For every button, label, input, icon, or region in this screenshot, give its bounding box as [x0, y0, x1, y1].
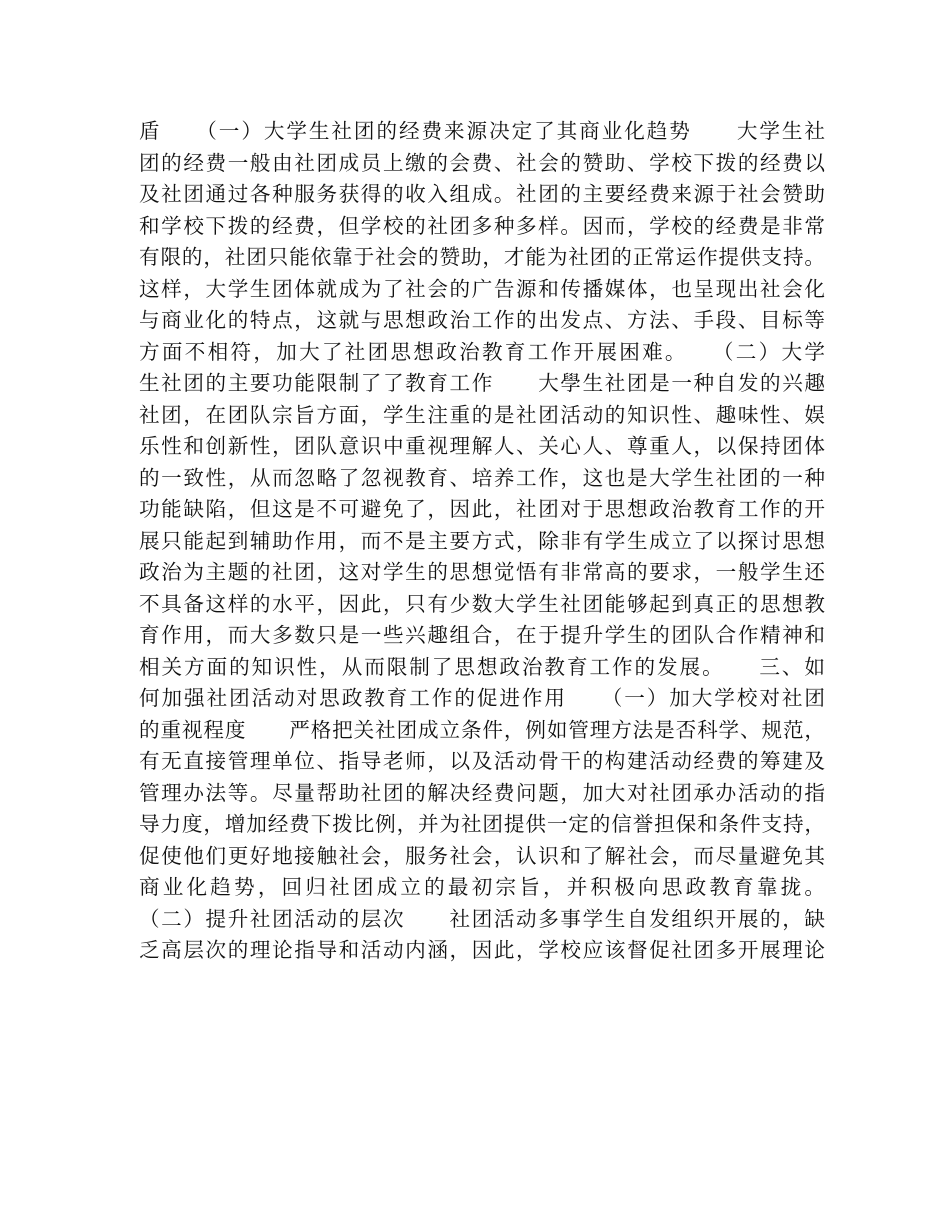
- text-line: 与商业化的特点，这就与思想政治工作的出发点、方法、手段、目标等: [139, 308, 825, 332]
- text-line: 功能缺陷，但这是不可避免了，因此，社团对于思想政治教育工作的开: [139, 497, 825, 521]
- text-line: 展只能起到辅助作用，而不是主要方式，除非有学生成立了以探讨思想: [139, 528, 825, 553]
- text-line: 盾 （一）大学生社团的经费来源决定了其商业化趋势 大学生社: [139, 119, 825, 143]
- text-line: 育作用，而大多数只是一些兴趣组合，在于提升学生的团队合作精神和: [139, 623, 825, 647]
- text-line: 政治为主题的社团，这对学生的思想觉悟有非常高的要求，一般学生还: [139, 560, 825, 584]
- text-line: 乐性和创新性，团队意识中重视理解人、关心人、尊重人，以保持团体: [139, 434, 825, 458]
- text-line: 及社团通过各种服务获得的收入组成。社团的主要经费来源于社会赞助: [139, 182, 825, 206]
- text-line: 何加强社团活动对思政教育工作的促进作用 （一）加大学校对社团: [139, 686, 825, 710]
- text-line: 乏高层次的理论指导和活动内涵，因此，学校应该督促社团多开展理论: [139, 938, 825, 962]
- text-line: 导力度，增加经费下拨比例，并为社团提供一定的信誉担保和条件支持，: [139, 812, 825, 836]
- text-line: 的一致性，从而忽略了忽视教育、培养工作，这也是大学生社团的一种: [139, 465, 825, 490]
- text-line: 有无直接管理单位、指导老师，以及活动骨干的构建活动经费的筹建及: [139, 749, 825, 773]
- text-line: 管理办法等。尽量帮助社团的解决经费问题，加大对社团承办活动的指: [139, 780, 825, 805]
- text-line: 和学校下拨的经费，但学校的社团多种多样。因而，学校的经费是非常: [139, 213, 825, 238]
- text-line: 不具备这样的水平，因此，只有少数大学生社团能够起到真正的思想教: [139, 591, 825, 616]
- text-line: 社团，在团队宗旨方面，学生注重的是社团活动的知识性、趣味性、娱: [139, 402, 825, 427]
- text-line: 生社团的主要功能限制了了教育工作 大學生社团是一种自发的兴趣: [139, 371, 825, 395]
- text-line: 的重视程度 严格把关社团成立条件，例如管理方法是否科学、规范，: [139, 717, 825, 742]
- text-line: 方面不相符，加大了社团思想政治教育工作开展困难。 （二）大学: [139, 339, 825, 364]
- body-text: [139, 116, 825, 967]
- text-line: 商业化趋势，回归社团成立的最初宗旨，并积极向思政教育靠拢。: [139, 875, 825, 899]
- text-line: 团的经费一般由社团成员上缴的会费、社会的赞助、学校下拨的经费以: [139, 150, 825, 175]
- text-line: 促使他们更好地接触社会，服务社会，认识和了解社会，而尽量避免其: [139, 843, 825, 868]
- text-line: 这样，大学生团体就成为了社会的广告源和传播媒体，也呈现出社会化: [139, 276, 825, 301]
- text-line: （二）提升社团活动的层次 社团活动多事学生自发组织开展的，缺: [139, 906, 825, 931]
- text-line: 有限的，社团只能依靠于社会的赞助，才能为社团的正常运作提供支持。: [139, 245, 825, 269]
- text-line: 相关方面的知识性，从而限制了思想政治教育工作的发展。 三、如: [139, 654, 825, 679]
